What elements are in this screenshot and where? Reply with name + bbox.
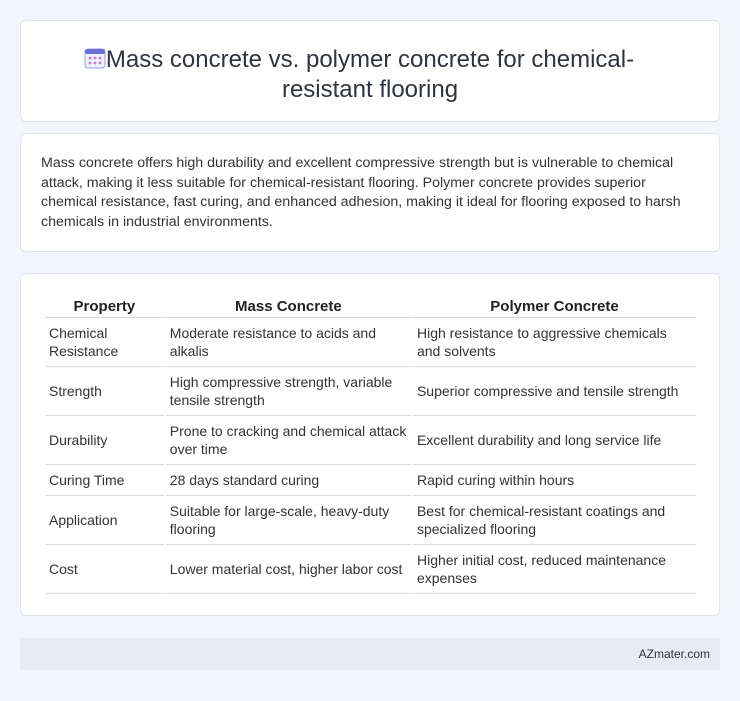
table-row bbox=[45, 367, 696, 416]
table-row bbox=[45, 545, 696, 594]
property-cell: Cost bbox=[45, 545, 164, 594]
polymer-concrete-cell: Superior compressive and tensile strength bbox=[413, 367, 696, 416]
footer-site-link[interactable]: AZmater.com bbox=[638, 647, 710, 661]
column-header-property: Property bbox=[45, 296, 164, 318]
page-title: Mass concrete vs. polymer concrete for chemical-resistant flooring bbox=[105, 46, 635, 103]
mass-concrete-cell: Suitable for large-scale, heavy-duty flooring bbox=[166, 496, 411, 545]
mass-concrete-cell: 28 days standard curing bbox=[166, 465, 411, 496]
mass-concrete-cell: High compressive strength, variable tensile strength bbox=[166, 367, 411, 416]
table-header-row bbox=[45, 296, 696, 318]
table-row bbox=[45, 416, 696, 465]
table-row bbox=[45, 496, 696, 545]
property-cell: Chemical Resistance bbox=[45, 318, 164, 367]
mass-concrete-cell: Prone to cracking and chemical attack over time bbox=[166, 416, 411, 465]
table-row bbox=[45, 318, 696, 367]
polymer-concrete-cell: Higher initial cost, reduced maintenance expenses bbox=[413, 545, 696, 594]
summary-text: Mass concrete offers high durability and excellent compressive strength but is vulnerable to chemical attack, making it less suitable for chemical-resistant flooring. Polymer concrete provides superior chemical resistance, fast curing, and enhanced adhesion, making it ideal for flooring exposed to harsh chemicals in industrial environments. bbox=[41, 155, 681, 231]
property-cell: Durability bbox=[45, 416, 164, 465]
footer bbox=[20, 638, 720, 670]
property-cell: Application bbox=[45, 496, 164, 545]
polymer-concrete-cell: Rapid curing within hours bbox=[413, 465, 696, 496]
polymer-concrete-cell: High resistance to aggressive chemicals and solvents bbox=[413, 318, 696, 367]
summary-card bbox=[20, 133, 720, 252]
polymer-concrete-cell: Excellent durability and long service life bbox=[413, 416, 696, 465]
column-header-mass-concrete: Mass Concrete bbox=[166, 296, 411, 318]
mass-concrete-cell: Lower material cost, higher labor cost bbox=[166, 545, 411, 594]
comparison-table bbox=[43, 296, 698, 594]
mass-concrete-cell: Moderate resistance to acids and alkalis bbox=[166, 318, 411, 367]
property-cell: Strength bbox=[45, 367, 164, 416]
column-header-polymer-concrete: Polymer Concrete bbox=[413, 296, 696, 318]
title-card bbox=[20, 20, 720, 122]
comparison-table-card bbox=[20, 273, 720, 616]
polymer-concrete-cell: Best for chemical-resistant coatings and specialized flooring bbox=[413, 496, 696, 545]
property-cell: Curing Time bbox=[45, 465, 164, 496]
table-row bbox=[45, 465, 696, 496]
